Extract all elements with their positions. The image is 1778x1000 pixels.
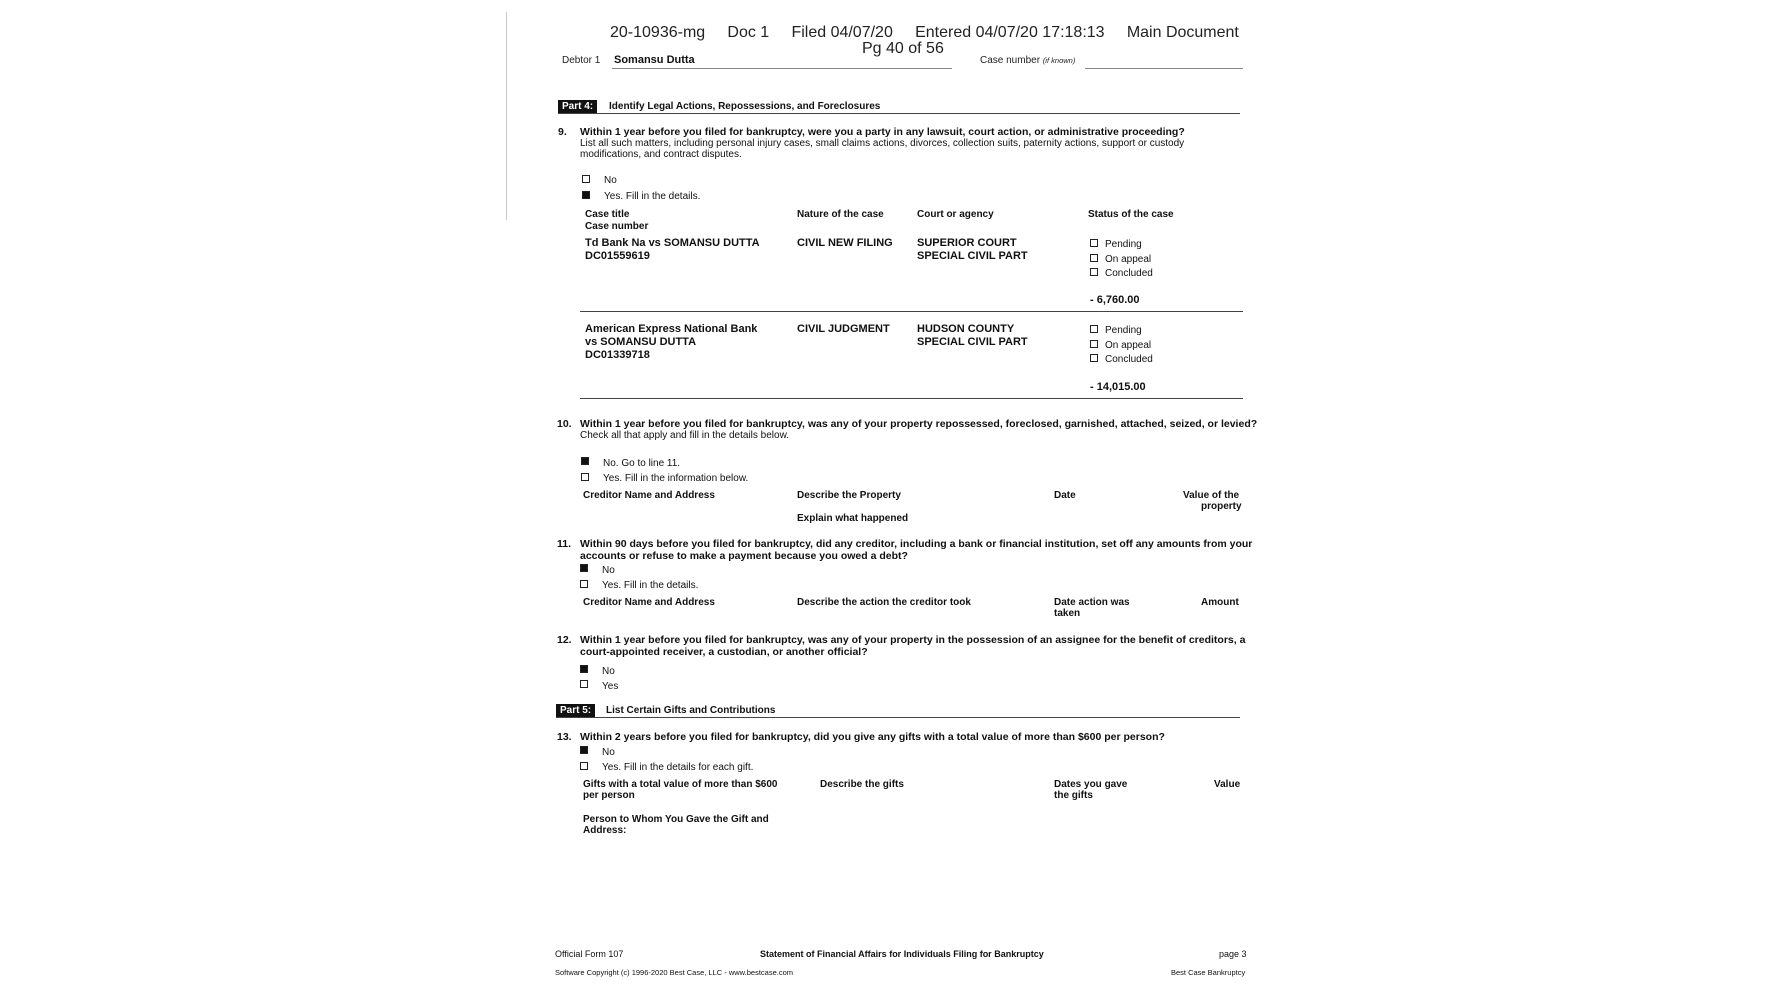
q12-question-1: Within 1 year before you filed for bankruptcy, was any of your property in the possession of an assignee for the benefit of creditors, a xyxy=(580,634,1246,646)
q9-yes-label: Yes. Fill in the details. xyxy=(604,191,701,202)
q11-yes-checkbox[interactable] xyxy=(580,580,588,588)
page-edge-line xyxy=(506,12,507,220)
page-indicator: Pg 40 of 56 xyxy=(862,40,944,57)
case1-onappeal-label: On appeal xyxy=(1105,254,1152,265)
q11-yes-label: Yes. Fill in the details. xyxy=(602,580,699,591)
q12-question-2: court-appointed receiver, a custodian, or another official? xyxy=(580,646,868,658)
case1-title-line2: DC01559619 xyxy=(585,250,650,262)
q10-col-value-1: Value of the xyxy=(1183,490,1240,501)
doc-number: Doc 1 xyxy=(727,24,770,41)
q10-col-date: Date xyxy=(1054,490,1076,501)
col-status: Status of the case xyxy=(1088,209,1174,220)
case-number-label xyxy=(980,55,1075,66)
case-id: 20-10936-mg xyxy=(610,24,706,41)
q13-yes-checkbox[interactable] xyxy=(580,762,588,770)
case2-onappeal-label: On appeal xyxy=(1105,340,1152,351)
case1-court-line2: SPECIAL CIVIL PART xyxy=(917,250,1028,262)
col-court: Court or agency xyxy=(917,209,994,220)
debtor-underline xyxy=(612,68,952,69)
filed-date: Filed 04/07/20 xyxy=(791,24,893,41)
case1-pending-checkbox[interactable] xyxy=(1090,239,1098,247)
q13-col-value: Value xyxy=(1214,779,1241,790)
q13-col-dates-2: the gifts xyxy=(1054,790,1093,801)
q12-yes-checkbox[interactable] xyxy=(580,680,588,688)
case1-concluded-checkbox[interactable] xyxy=(1090,268,1098,276)
q13-number: 13. xyxy=(557,731,572,743)
q10-col-property: Describe the Property xyxy=(797,490,901,501)
q9-number: 9. xyxy=(558,126,567,138)
q13-col-describe: Describe the gifts xyxy=(820,779,904,790)
debtor-label: Debtor 1 xyxy=(562,55,601,66)
q11-col-action: Describe the action the creditor took xyxy=(797,597,971,608)
case1-onappeal-checkbox[interactable] xyxy=(1090,254,1098,262)
case1-court-line1: SUPERIOR COURT xyxy=(917,237,1017,249)
q10-yes-label: Yes. Fill in the information below. xyxy=(603,473,749,484)
q11-col-amount: Amount xyxy=(1201,597,1239,608)
q11-question-2: accounts or refuse to make a payment because you owed a debt? xyxy=(580,550,908,562)
q11-no-checkbox[interactable] xyxy=(580,564,588,572)
q10-col-value-2: property xyxy=(1201,501,1242,512)
case2-nature: CIVIL JUDGMENT xyxy=(797,323,890,335)
case2-concluded-label: Concluded xyxy=(1105,354,1153,365)
case2-title-line1: American Express National Bank xyxy=(585,323,758,335)
footer-brand: Best Case Bankruptcy xyxy=(1171,968,1246,977)
q11-col-date-2: taken xyxy=(1054,608,1081,619)
entered-date: Entered 04/07/20 17:18:13 xyxy=(915,24,1105,41)
case2-title-line3: DC01339718 xyxy=(585,349,650,361)
case-number-underline xyxy=(1085,68,1243,69)
q9-no-label: No xyxy=(604,175,617,186)
footer-form-number: Official Form 107 xyxy=(555,949,624,959)
q10-number: 10. xyxy=(557,418,572,430)
case2-amount: - 14,015.00 xyxy=(1090,381,1146,393)
footer-page-number: page 3 xyxy=(1219,949,1247,959)
q10-no-checkbox[interactable] xyxy=(581,457,589,465)
part5-badge: Part 5: xyxy=(556,704,595,718)
case-divider-1 xyxy=(580,311,1243,312)
q11-col-date-1: Date action was xyxy=(1054,597,1130,608)
q12-no-label: No xyxy=(602,666,615,677)
q10-no-label: No. Go to line 11. xyxy=(603,458,681,469)
case2-court-line2: SPECIAL CIVIL PART xyxy=(917,336,1028,348)
q10-col-explain: Explain what happened xyxy=(797,513,909,524)
col-case-title: Case title xyxy=(585,209,630,220)
footer-form-title: Statement of Financial Affairs for Individuals Filing for Bankruptcy xyxy=(760,949,1044,959)
q13-col-person-2: Address: xyxy=(583,825,627,836)
col-case-number: Case number xyxy=(585,221,649,232)
part5-rule xyxy=(556,717,1240,718)
case1-nature: CIVIL NEW FILING xyxy=(797,237,893,249)
debtor-name: Somansu Dutta xyxy=(614,54,695,66)
case2-title-line2: vs SOMANSU DUTTA xyxy=(585,336,697,348)
q9-no-checkbox[interactable] xyxy=(582,175,590,183)
case1-pending-label: Pending xyxy=(1105,239,1142,250)
q11-number: 11. xyxy=(557,538,572,550)
q9-yes-checkbox[interactable] xyxy=(582,191,590,199)
case2-pending-label: Pending xyxy=(1105,325,1142,336)
q10-subtext: Check all that apply and fill in the details below. xyxy=(580,430,790,441)
q12-yes-label: Yes xyxy=(602,681,619,692)
q11-no-label: No xyxy=(602,565,615,576)
case2-pending-checkbox[interactable] xyxy=(1090,325,1098,333)
q13-col-gifts-2: per person xyxy=(583,790,635,801)
case2-court-line1: HUDSON COUNTY xyxy=(917,323,1015,335)
q10-question: Within 1 year before you filed for bankruptcy, was any of your property repossessed, foreclosed, garnished, attached, seized, or levied? xyxy=(580,418,1258,430)
q13-no-checkbox[interactable] xyxy=(580,746,588,754)
footer-copyright: Software Copyright (c) 1996-2020 Best Case, LLC - www.bestcase.com xyxy=(555,968,794,977)
q13-col-gifts-1: Gifts with a total value of more than $600 xyxy=(583,779,778,790)
q13-yes-label: Yes. Fill in the details for each gift. xyxy=(602,762,754,773)
part5-title: List Certain Gifts and Contributions xyxy=(606,705,776,716)
part4-title: Identify Legal Actions, Repossessions, and Foreclosures xyxy=(609,101,881,112)
q12-no-checkbox[interactable] xyxy=(580,665,588,673)
case-number-text: Case number xyxy=(980,55,1041,66)
case-divider-2 xyxy=(580,398,1243,399)
case2-onappeal-checkbox[interactable] xyxy=(1090,340,1098,348)
q13-col-dates-1: Dates you gave xyxy=(1054,779,1128,790)
case-number-hint: (if known) xyxy=(1042,56,1076,65)
q11-col-creditor: Creditor Name and Address xyxy=(583,597,715,608)
q9-question: Within 1 year before you filed for bankruptcy, were you a party in any lawsuit, court action, or administrative proceeding? xyxy=(580,126,1185,138)
q11-question-1: Within 90 days before you filed for bankruptcy, did any creditor, including a bank or financial institution, set off any amounts from your xyxy=(580,538,1253,550)
main-document-label: Main Document xyxy=(1126,24,1239,41)
case1-title-line1: Td Bank Na vs SOMANSU DUTTA xyxy=(585,237,760,249)
q9-subtext-2: modifications, and contract disputes. xyxy=(580,149,742,160)
part4-badge: Part 4: xyxy=(558,100,597,114)
q13-no-label: No xyxy=(602,747,615,758)
q13-col-person-1: Person to Whom You Gave the Gift and xyxy=(583,814,769,825)
case1-concluded-label: Concluded xyxy=(1105,268,1153,279)
q13-question: Within 2 years before you filed for bankruptcy, did you give any gifts with a total value of more than $600 per person? xyxy=(580,731,1165,743)
case1-amount: - 6,760.00 xyxy=(1090,294,1140,306)
q10-yes-checkbox[interactable] xyxy=(581,473,589,481)
case2-concluded-checkbox[interactable] xyxy=(1090,354,1098,362)
q12-number: 12. xyxy=(557,634,572,646)
q10-col-creditor: Creditor Name and Address xyxy=(583,490,715,501)
part4-rule xyxy=(558,113,1240,114)
q9-subtext-1: List all such matters, including personal injury cases, small claims actions, divorces, collection suits, paternity actions, support or custody xyxy=(580,138,1185,149)
col-nature: Nature of the case xyxy=(797,209,884,220)
